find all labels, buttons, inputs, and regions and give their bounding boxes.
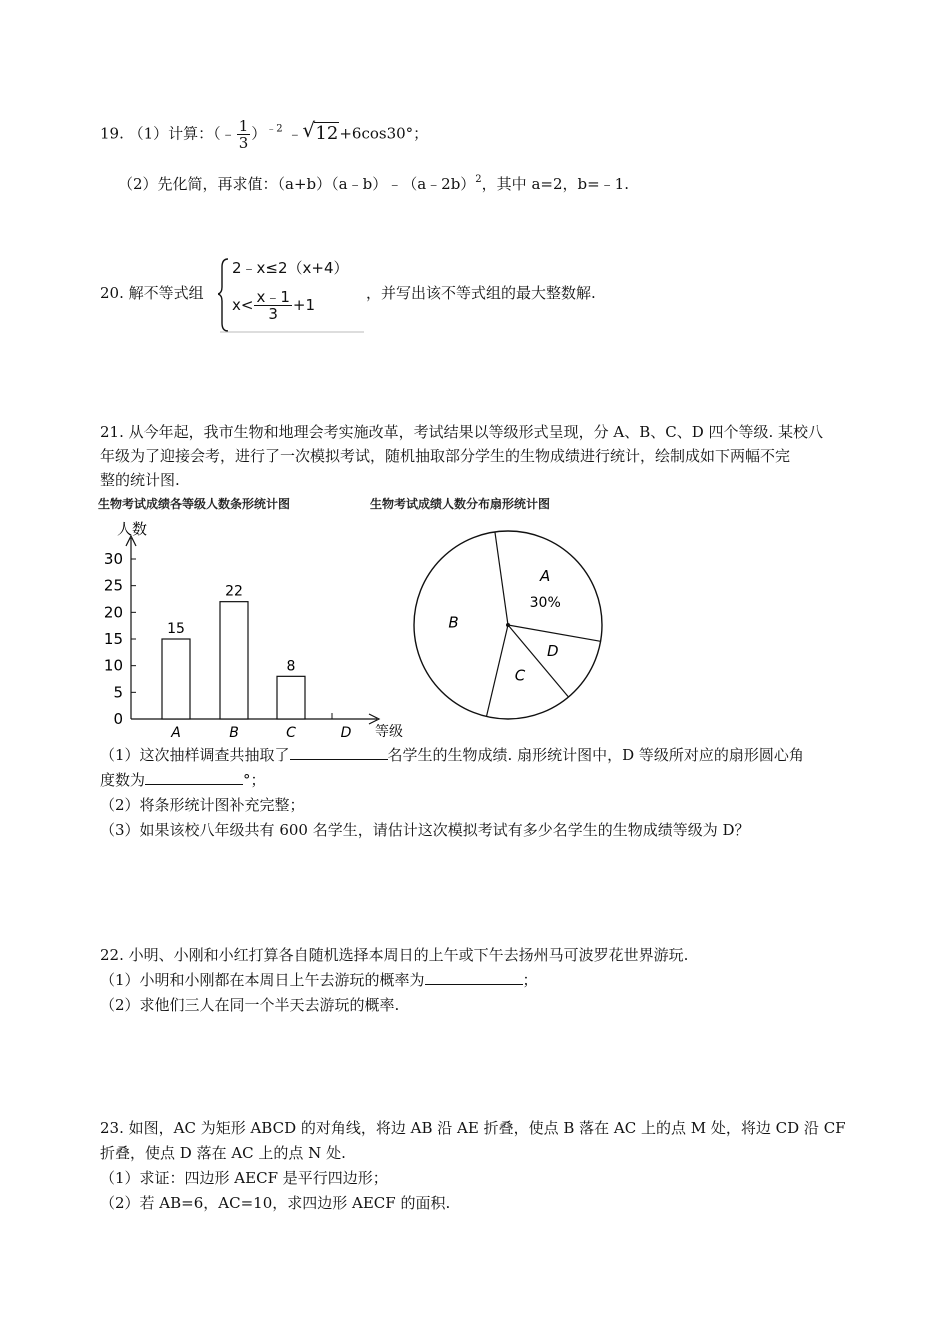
bar-value-label-A: 15 [167, 621, 185, 637]
y-tick-label: 20 [103, 603, 123, 622]
q19-part1 [100, 118, 428, 151]
ineq2-left: x< [232, 296, 254, 314]
pie-center-dot [506, 623, 510, 627]
pie-chart [398, 512, 608, 742]
x-tick-label-C: C [286, 725, 296, 741]
y-axis-label: 人数 [117, 520, 148, 538]
y-tick-label: 0 [113, 710, 123, 728]
bar-value-label-C: 8 [286, 658, 296, 675]
answer-blank-3[interactable] [425, 970, 523, 985]
q20-label: 20. 解不等式组 [100, 284, 204, 302]
q21-line2: 年级为了迎接会考，进行了一次模拟考试，随机抽取部分学生的生物成绩进行统计，绘制成如下两幅不完 [100, 447, 791, 465]
q21-sub1-text-a: （1）这次抽样调查共抽取了 [100, 746, 290, 764]
x-axis-label: 等级 [375, 724, 403, 740]
bar-chart-title: 生物考试成绩各等级人数条形统计图 [98, 497, 291, 511]
minus-sign: ﹣ [220, 124, 236, 143]
ineq2-numerator: x﹣1 [256, 288, 290, 306]
q19-part2 [118, 170, 629, 194]
bar-C [277, 676, 305, 719]
answer-blank-1[interactable] [290, 745, 388, 760]
square-root: √ 12 [302, 117, 339, 144]
inequality-2 [232, 289, 315, 322]
x-tick-label-B: B [229, 725, 239, 741]
ineq2-denominator: 3 [268, 305, 278, 323]
q19-label: 19. （1）计算：（ [100, 124, 221, 143]
ineq2-right: +1 [292, 296, 315, 314]
q23-line1: 23. 如图，AC 为矩形 ABCD 的对角线，将边 AB 沿 AE 折叠，使点 B 落在 AC 上的点 M 处，将边 CD 沿 CF [100, 1119, 846, 1137]
pie-slice-label-B: B [448, 613, 459, 632]
q21-sub1-text-d: °； [243, 771, 266, 789]
y-tick-label: 30 [103, 550, 123, 568]
q21-line1: 21. 从今年起，我市生物和地理会考实施改革，考试结果以等级形式呈现，分 A、B、C、D 四个等级. 某校八 [100, 423, 824, 441]
fraction-one-third [237, 118, 251, 151]
fraction-numerator: 1 [238, 117, 249, 135]
q21-sub1 [100, 745, 804, 765]
answer-blank-2[interactable] [145, 770, 243, 785]
q23-sub2: （2）若 AB=6，AC=10，求四边形 AECF 的面积. [100, 1194, 451, 1212]
exponent-2: 2 [475, 174, 482, 185]
bar-A [162, 639, 190, 719]
q22-sub1-text: （1）小明和小刚都在本周日上午去游玩的概率为 [100, 971, 425, 989]
bar-value-label-B: 22 [225, 583, 243, 600]
q23-line2: 折叠，使点 D 落在 AC 上的点 N 处. [100, 1144, 346, 1162]
y-tick-label: 15 [103, 630, 123, 648]
q19-part2-text: （2）先化简，再求值：（a+b）（a﹣b）﹣（a﹣2b） [118, 175, 476, 193]
q22-sub1-tail: ； [522, 971, 538, 989]
y-tick-label: 5 [113, 683, 123, 702]
inequality-1: 2﹣x≤2（x+4） [232, 259, 349, 277]
q20-tail: ，并写出该不等式组的最大整数解. [366, 284, 596, 302]
fraction-denominator: 3 [238, 134, 249, 152]
q22-sub1 [100, 970, 538, 990]
ineq2-fraction [254, 289, 291, 322]
q21-sub2: （2）将条形统计图补充完整； [100, 796, 305, 814]
inequality-system [218, 255, 366, 333]
q22-line1: 22. 小明、小刚和小红打算各自随机选择本周日的上午或下午去扬州马可波罗花世界游玩. [100, 946, 689, 964]
pie-slice-label-D: D [547, 641, 559, 660]
pie-chart-title: 生物考试成绩人数分布扇形统计图 [370, 497, 551, 511]
x-tick-label-A: A [171, 725, 181, 741]
pie-slice-percent-A: 30% [529, 595, 561, 612]
y-tick-label: 10 [103, 656, 123, 675]
sqrt-argument: 12 [315, 122, 339, 144]
q21-sub1-cont [100, 770, 266, 790]
x-tick-label-D: D [340, 725, 352, 741]
minus-sign-2: ﹣ [287, 124, 303, 143]
q22-sub2: （2）求他们三人在同一个半天去游玩的概率. [100, 996, 400, 1014]
q21-sub3: （3）如果该校八年级共有 600 名学生，请估计这次模拟考试有多少名学生的生物成绩等级为 D？ [100, 821, 750, 839]
pie-slice-label-C: C [514, 666, 526, 685]
q19-part2-tail: ，其中 a=2，b=﹣1. [481, 175, 629, 193]
q21-sub1-text-b: 名学生的生物成绩. 扇形统计图中，D 等级所对应的扇形圆心角 [387, 746, 804, 764]
q23-sub1: （1）求证：四边形 AECF 是平行四边形； [100, 1169, 388, 1187]
q21-line3: 整的统计图. [100, 471, 180, 489]
bar-chart [95, 512, 415, 742]
q19-rest: +6cos30°； [339, 124, 429, 143]
exponent: ﹣2 [266, 123, 283, 135]
q21-sub1-text-c: 度数为 [100, 771, 146, 789]
pie-slice-label-A: A [540, 567, 551, 586]
close-paren: ） [251, 124, 267, 143]
bar-B [220, 602, 248, 719]
y-tick-label: 25 [103, 576, 123, 595]
